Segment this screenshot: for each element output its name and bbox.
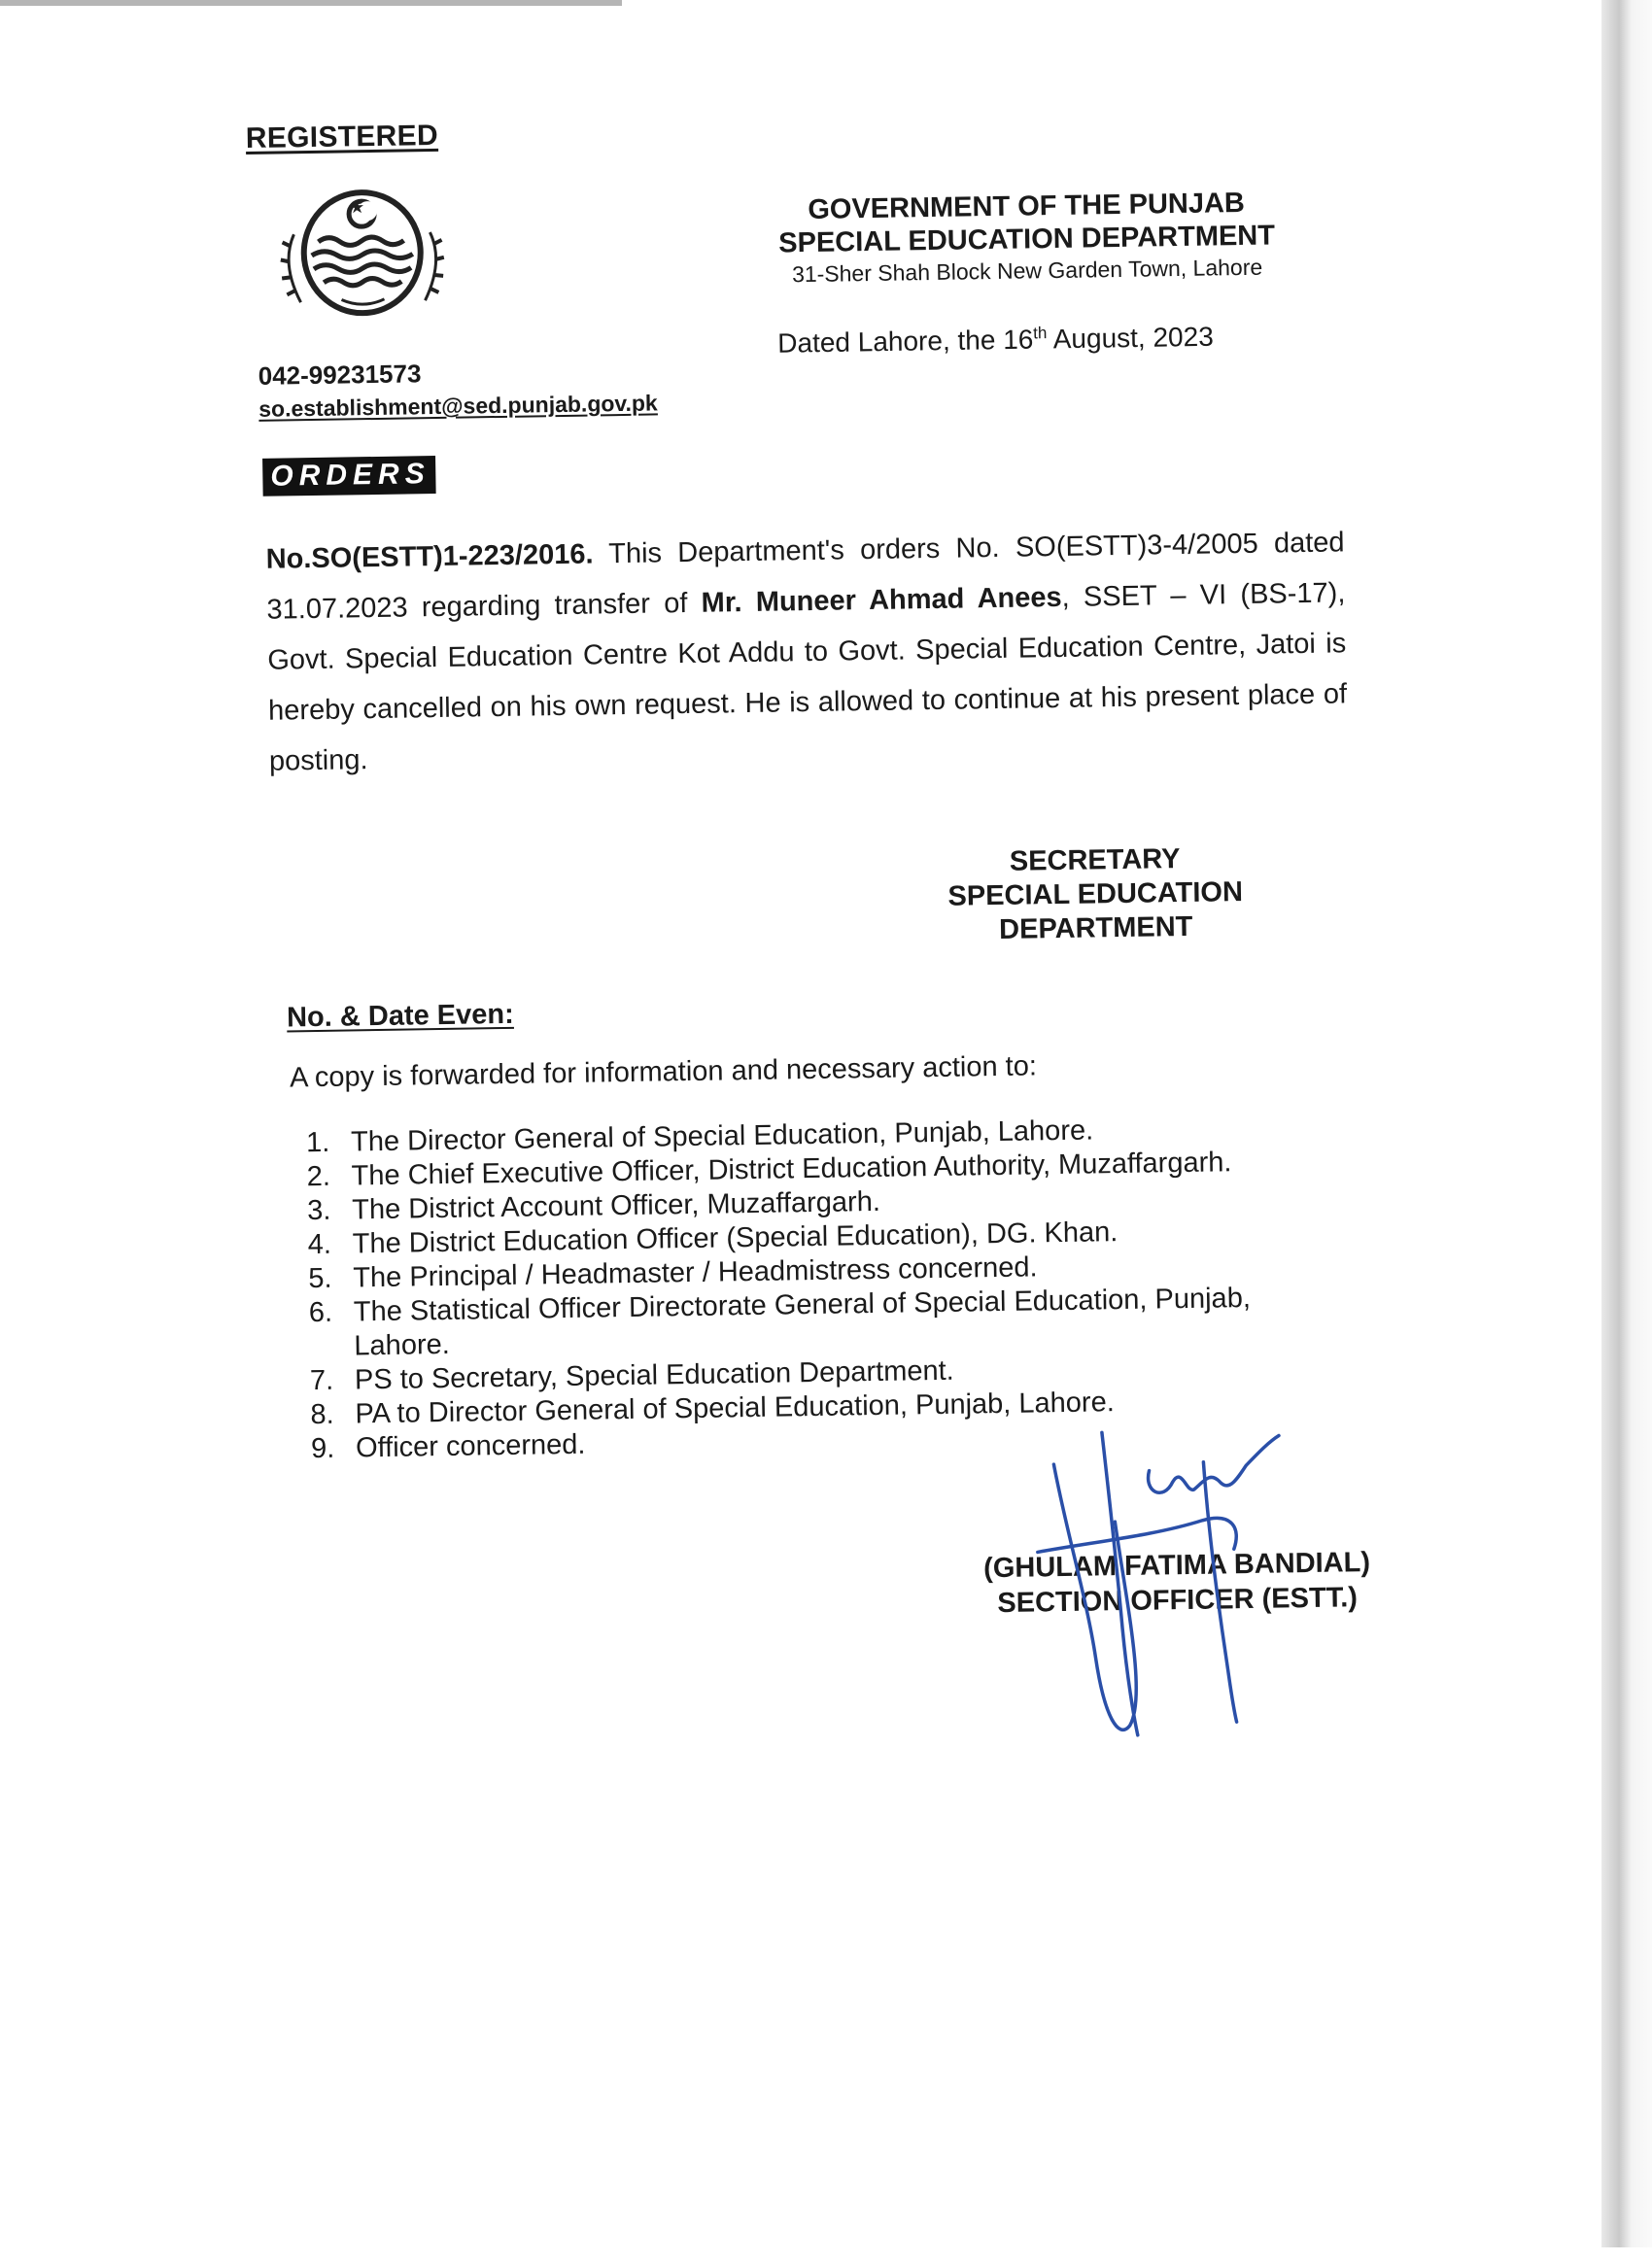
list-item-text: The District Account Officer, Muzaffargarh. xyxy=(351,1185,881,1226)
email-link[interactable]: so.establishment@sed.punjab.gov.pk xyxy=(258,390,658,422)
department-title: SPECIAL EDUCATION DEPARTMENT xyxy=(778,220,1276,259)
government-title: GOVERNMENT OF THE PUNJAB xyxy=(808,187,1246,225)
punjab-seal-icon xyxy=(264,184,461,332)
letterhead xyxy=(725,186,1328,291)
secretary-line-2: SPECIAL EDUCATION xyxy=(947,876,1244,912)
date-ordinal: th xyxy=(1033,324,1048,343)
list-item-number: 3. xyxy=(306,1194,331,1227)
list-item-number: 9. xyxy=(310,1432,335,1465)
no-date-even-heading: No. & Date Even: xyxy=(286,998,514,1034)
secretary-block xyxy=(871,840,1320,949)
list-item-number: 5. xyxy=(308,1262,332,1295)
order-text-2: , SSET – VI (BS-17), Govt. Special Education Centre Kot Addu to Govt. Special Education Centre, Jatoi is hereby cancelled on his own request. He is allowed to continue at his present place of posting. xyxy=(267,577,1348,777)
list-item-number: 2. xyxy=(306,1160,331,1193)
order-number: No.SO(ESTT)1-223/2016. xyxy=(265,538,594,575)
forwarding-intro: A copy is forwarded for information and necessary action to: xyxy=(289,1050,1038,1094)
date-suffix: August, 2023 xyxy=(1047,321,1214,355)
list-item-text: The Chief Executive Officer, District Education Authority, Muzaffargarh. xyxy=(351,1147,1232,1192)
order-text-1: This Department's orders No. SO(ESTT)3-4/2005 dated 31.07.2023 regarding transfer of xyxy=(266,527,1345,626)
list-item-number: 8. xyxy=(310,1398,334,1431)
officer-designation: SECTION OFFICER (ESTT.) xyxy=(997,1582,1359,1620)
list-item-number: 4. xyxy=(307,1228,332,1261)
registered-label: REGISTERED xyxy=(245,119,439,155)
date-line xyxy=(777,321,1214,359)
list-item-text: The Statistical Officer Directorate General of Special Education, Punjab, Lahore. xyxy=(353,1282,1252,1362)
order-paragraph xyxy=(265,517,1348,786)
department-address: 31-Sher Shah Block New Garden Town, Lahore xyxy=(791,254,1263,288)
secretary-line-1: SECRETARY xyxy=(1009,843,1181,877)
secretary-line-3: DEPARTMENT xyxy=(998,910,1193,945)
list-item-text: PS to Secretary, Special Education Department. xyxy=(354,1354,954,1396)
handwritten-signature xyxy=(977,1401,1352,1757)
list-item-text: PA to Director General of Special Education, Punjab, Lahore. xyxy=(355,1387,1116,1430)
list-item-text: The Principal / Headmaster / Headmistress concerned. xyxy=(353,1251,1038,1294)
officer-name: (GHULAM FATIMA BANDIAL) xyxy=(982,1547,1371,1585)
date-prefix: Dated Lahore, the 16 xyxy=(777,324,1034,359)
employee-name: Mr. Muneer Ahmad Anees xyxy=(701,581,1062,619)
list-item-number: 6. xyxy=(308,1296,333,1329)
orders-heading: ORDERS xyxy=(262,456,436,497)
phone-number: 042-99231573 xyxy=(258,359,422,391)
list-item-text: Officer concerned. xyxy=(355,1428,586,1464)
list-item-number: 7. xyxy=(309,1364,334,1397)
list-item-number: 1. xyxy=(305,1126,330,1159)
list-item-text: The Director General of Special Education, Punjab, Lahore. xyxy=(350,1114,1094,1158)
list-item-text: The District Education Officer (Special Education), DG. Khan. xyxy=(352,1216,1119,1260)
